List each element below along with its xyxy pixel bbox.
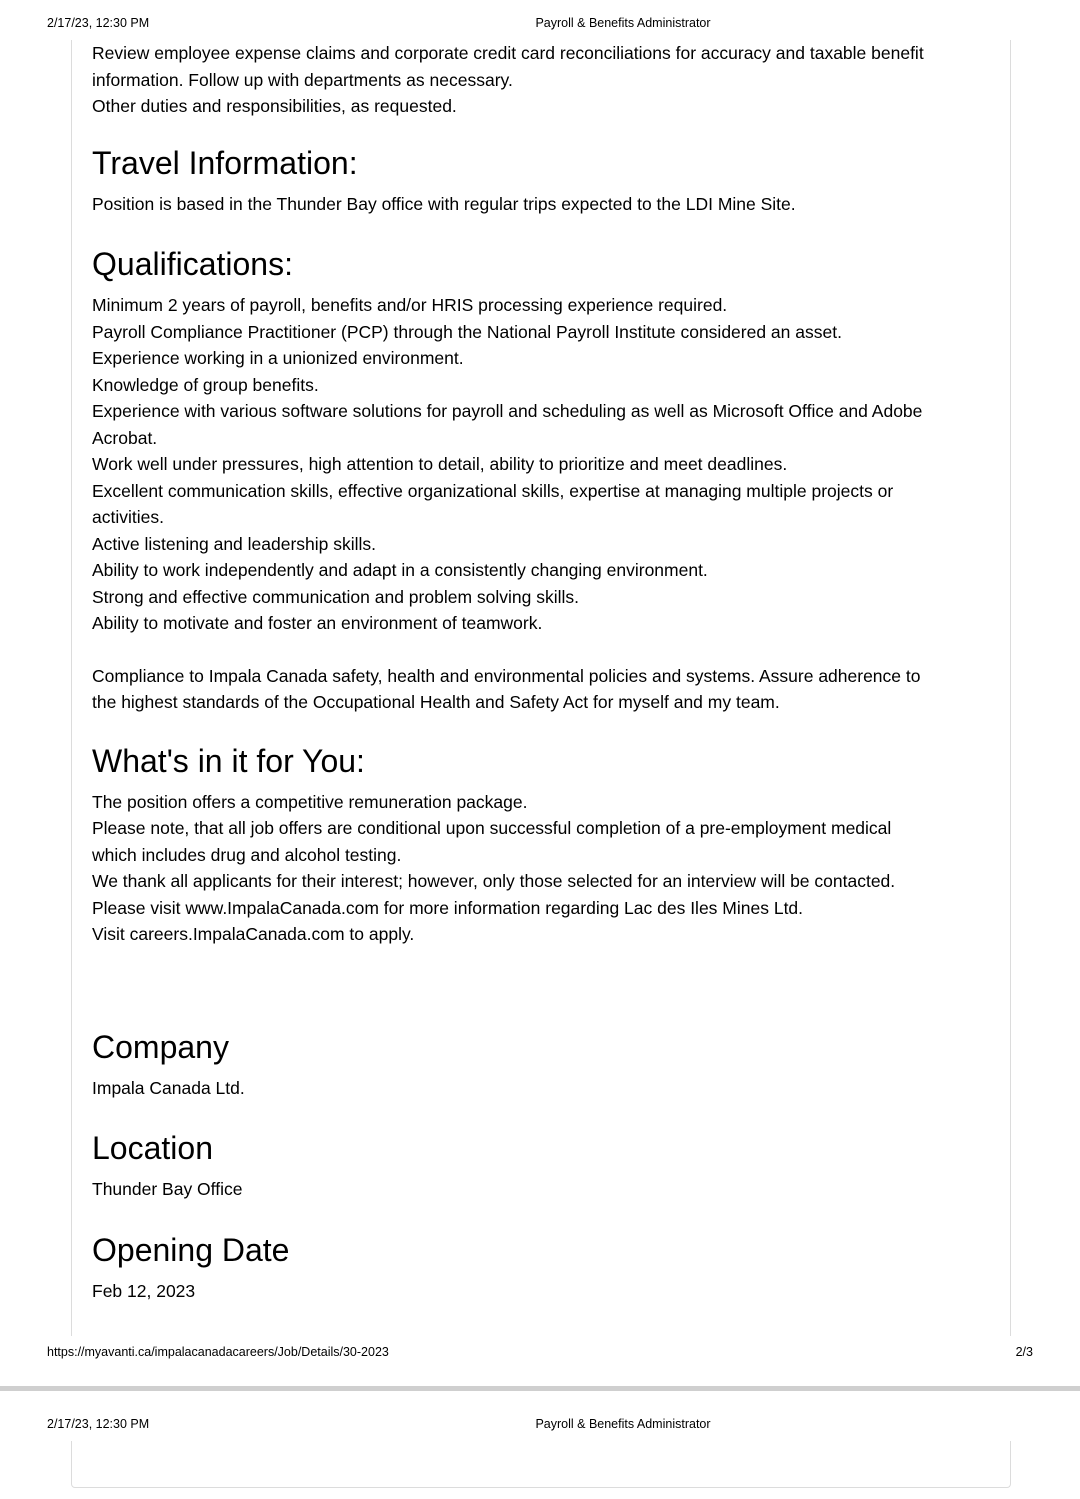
- compliance-line: the highest standards of the Occupational Health and Safety Act for myself and my team.: [92, 692, 780, 712]
- qualification-line: Active listening and leadership skills.: [92, 533, 377, 554]
- compliance-line: Compliance to Impala Canada safety, health and environmental policies and systems. Assure adherence to: [92, 665, 921, 686]
- opening-date-heading: Opening Date: [92, 1231, 290, 1268]
- qualification-line: Ability to work independently and adapt in a consistently changing environment.: [92, 560, 708, 580]
- benefit-line: The position offers a competitive remuneration package.: [92, 791, 528, 812]
- benefits-list: [92, 789, 992, 948]
- benefit-line: Visit careers.ImpalaCanada.com to apply.: [92, 924, 415, 944]
- page-number: 2/3: [1015, 1345, 1033, 1359]
- qualifications-section: [92, 245, 992, 716]
- company-value: Impala Canada Ltd.: [92, 1077, 245, 1098]
- print-header: [0, 1417, 1080, 1433]
- qualification-line: Knowledge of group benefits.: [92, 374, 319, 395]
- text-line: information. Follow up with departments as necessary.: [92, 69, 513, 90]
- content-frame: [71, 1441, 1011, 1488]
- qualification-line: Ability to motivate and foster an environment of teamwork.: [92, 613, 543, 633]
- qualification-line: Payroll Compliance Practitioner (PCP) through the National Payroll Institute considered an asset.: [92, 321, 842, 342]
- location-value: Thunder Bay Office: [92, 1179, 243, 1199]
- travel-heading: Travel Information:: [92, 144, 358, 181]
- qualification-line: Excellent communication skills, effective organizational skills, expertise at managing multiple projects or: [92, 480, 894, 501]
- responsibilities-continued: [92, 40, 992, 120]
- opening-date-value: Feb 12, 2023: [92, 1280, 196, 1301]
- company-heading: Company: [92, 1028, 229, 1065]
- qualification-line: Strong and effective communication and problem solving skills.: [92, 586, 580, 607]
- benefit-line: which includes drug and alcohol testing.: [92, 844, 402, 865]
- qualification-line: Experience working in a unionized environment.: [92, 348, 464, 368]
- qualification-line: Experience with various software solutions for payroll and scheduling as well as Microsoft Office and Adobe: [92, 401, 923, 421]
- print-page-3: [0, 1391, 1080, 1499]
- print-footer: [0, 1345, 1080, 1361]
- travel-section: [92, 144, 992, 218]
- qualification-line: activities.: [92, 507, 164, 527]
- print-title: Payroll & Benefits Administrator: [535, 1417, 711, 1431]
- benefits-heading: What's in it for You:: [92, 742, 365, 779]
- qualifications-heading: Qualifications:: [92, 246, 293, 282]
- print-date: 2/17/23, 12:30 PM: [47, 1417, 150, 1431]
- location-section: [92, 1129, 992, 1203]
- qualification-line: Acrobat.: [92, 427, 158, 448]
- print-header: [0, 16, 1080, 32]
- print-url: https://myavanti.ca/impalacanadacareers/Job/Details/30-2023: [47, 1345, 389, 1359]
- travel-text: Position is based in the Thunder Bay office with regular trips expected to the LDI Mine Site.: [92, 193, 796, 214]
- benefit-line: Please visit www.ImpalaCanada.com for more information regarding Lac des Iles Mines Ltd.: [92, 897, 804, 918]
- print-date: 2/17/23, 12:30 PM: [47, 16, 150, 30]
- compliance-paragraph: [92, 663, 992, 716]
- print-title: Payroll & Benefits Administrator: [535, 16, 711, 30]
- text-line: Other duties and responsibilities, as requested.: [92, 96, 457, 116]
- qualification-line: Work well under pressures, high attention to detail, ability to prioritize and meet deadlines.: [92, 454, 788, 474]
- text-line: Review employee expense claims and corporate credit card reconciliations for accuracy and taxable benefit: [92, 43, 924, 63]
- company-section: [92, 1028, 992, 1102]
- location-heading: Location: [92, 1130, 213, 1166]
- benefits-section: [92, 742, 992, 948]
- qualifications-list: [92, 292, 992, 637]
- qualification-line: Minimum 2 years of payroll, benefits and/or HRIS processing experience required.: [92, 295, 728, 315]
- job-details-content: [92, 40, 992, 1304]
- benefit-line: Please note, that all job offers are conditional upon successful completion of a pre-employment medical: [92, 818, 892, 838]
- benefit-line: We thank all applicants for their interest; however, only those selected for an interview will be contacted.: [92, 871, 896, 891]
- opening-date-section: [92, 1231, 992, 1305]
